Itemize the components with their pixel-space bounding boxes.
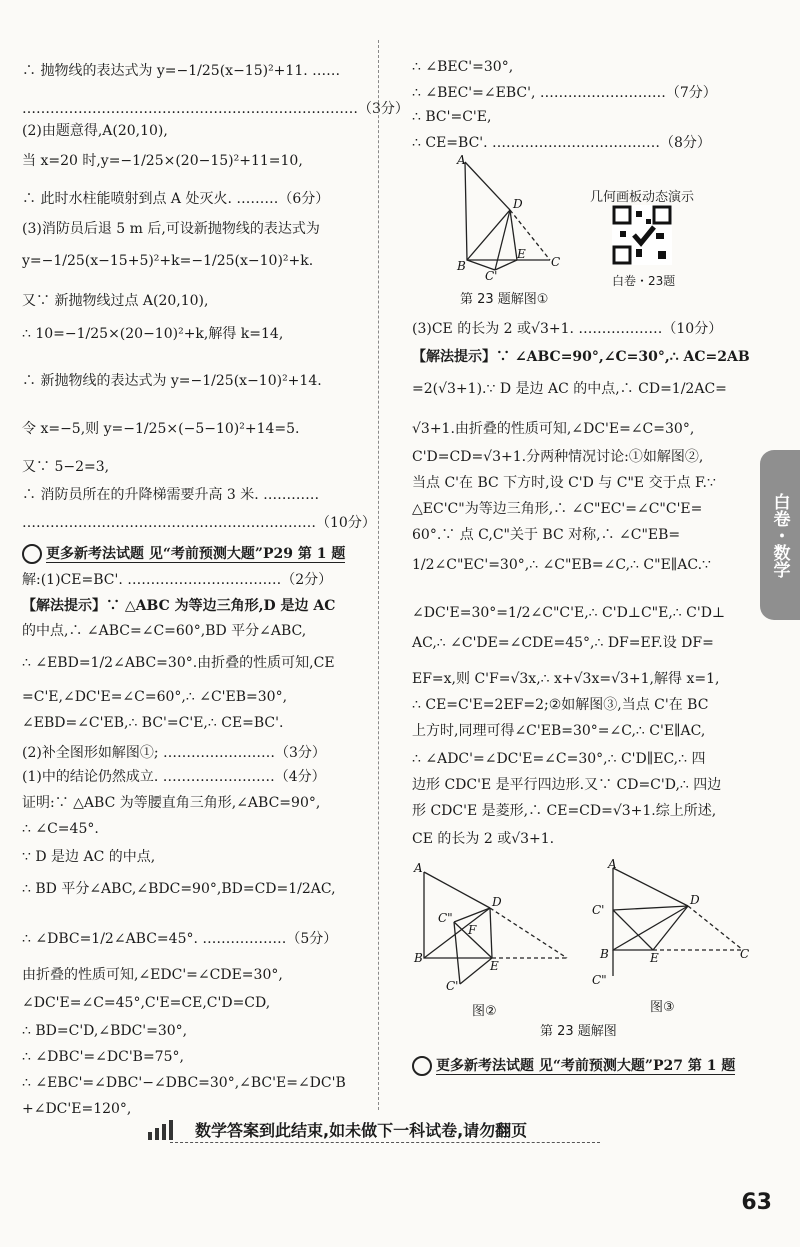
- right-line: 【解法提示】∵ ∠ABC=90°,∠C=30°,∴ AC=2AB: [412, 349, 750, 365]
- label-B: B: [457, 259, 466, 273]
- fig2-label-D: D: [492, 895, 502, 909]
- left-line: (2)由题意得,A(20,10),: [22, 123, 168, 139]
- fig2-label-F: F: [468, 923, 477, 937]
- label-C: C: [551, 255, 561, 269]
- right-line: =2(√3+1).∵ D 是边 AC 的中点,∴ CD=1/2AC=: [412, 381, 727, 397]
- label-D: D: [513, 197, 523, 211]
- column-divider: [378, 40, 379, 1110]
- fig3-label-B: B: [600, 947, 609, 961]
- fig3-label-C2: C": [592, 973, 607, 987]
- left-line: 由折叠的性质可知,∠EDC'=∠CDE=30°,: [22, 967, 283, 983]
- more-questions-bar-right: 更多新考法试题 见“考前预测大题”P27 第 1 题: [412, 1055, 735, 1076]
- right-line: 边形 CDC'E 是平行四边形.又∵ CD=C'D,∴ 四边: [412, 777, 722, 793]
- left-line: ………………………………………………………（10分）: [22, 515, 376, 531]
- left-line: ∠EBD=∠C'EB,∴ BC'=C'E,∴ CE=BC'.: [22, 715, 284, 731]
- right-line: (3)CE 的长为 2 或√3+1. ………………（10分）: [412, 321, 723, 337]
- figure-1: [455, 152, 590, 282]
- label-E: E: [517, 247, 526, 261]
- figure-2: [412, 862, 582, 992]
- left-line: ∴ ∠EBD=1/2∠ABC=30°.由折叠的性质可知,CE: [22, 655, 335, 671]
- fig3-label-E: E: [650, 951, 659, 965]
- left-line: 又∵ 5−2=3,: [22, 459, 110, 475]
- footer-message: 数学答案到此结束,如未做下一科试卷,请勿翻页: [195, 1121, 528, 1140]
- left-line: ………………………………………………………………（3分）: [22, 101, 409, 117]
- qr-title: 几何画板动态演示: [590, 190, 695, 205]
- left-line: ∴ BD=C'D,∠BDC'=30°,: [22, 1023, 188, 1039]
- left-line: ∴ ∠EBC'=∠DBC'−∠DBC=30°,∠BC'E=∠DC'B: [22, 1075, 346, 1091]
- right-line: 当点 C'在 BC 下方时,设 C'D 与 C"E 交于点 F.∵: [412, 475, 716, 491]
- footer-rule: [170, 1142, 600, 1143]
- right-line: ∴ CE=BC'. ………………………………（8分）: [412, 135, 711, 151]
- fig2-label-C1: C': [446, 979, 459, 992]
- right-line: ∴ BC'=C'E,: [412, 109, 492, 125]
- left-line: ∴ BD 平分∠ABC,∠BDC=90°,BD=CD=1/2AC,: [22, 881, 336, 897]
- figure-3: [588, 858, 758, 988]
- fig3-label-A: A: [608, 858, 617, 871]
- right-line: ∴ CE=C'E=2EF=2;②如解图③,当点 C'在 BC: [412, 697, 709, 713]
- right-line: CE 的长为 2 或√3+1.: [412, 831, 555, 847]
- left-line: 令 x=−5,则 y=−1/25×(−5−10)²+14=5.: [22, 421, 300, 437]
- figure-23-caption: 第 23 题解图: [540, 1024, 617, 1039]
- left-line: 当 x=20 时,y=−1/25×(20−15)²+11=10,: [22, 153, 303, 169]
- left-line: ∴ 抛物线的表达式为 y=−1/25(x−15)²+11. ……: [22, 63, 341, 79]
- fig2-label-A: A: [414, 862, 423, 875]
- left-line: ∴ ∠DBC=1/2∠ABC=45°. ………………（5分）: [22, 931, 338, 947]
- right-line: 60°.∵ 点 C,C"关于 BC 对称,∴ ∠C"EB=: [412, 527, 681, 543]
- right-line: 1/2∠C"EC'=30°,∴ ∠C"EB=∠C,∴ C"E∥AC.∵: [412, 557, 711, 573]
- fig3-label-C1: C': [592, 903, 605, 917]
- left-line: ∴ 消防员所在的升降梯需要升高 3 米. …………: [22, 487, 320, 503]
- more-questions-bar-left: 更多新考法试题 见“考前预测大题”P29 第 1 题: [22, 543, 345, 564]
- right-line: △EC'C"为等边三角形,∴ ∠C"EC'=∠C"C'E=: [412, 501, 703, 517]
- signal-bars-icon: [148, 1118, 188, 1140]
- fig3-label-C: C: [740, 947, 750, 961]
- figure-1-caption: 第 23 题解图①: [460, 292, 549, 307]
- right-line: √3+1.由折叠的性质可知,∠DC'E=∠C=30°,: [412, 421, 695, 437]
- left-line: ∵ D 是边 AC 的中点,: [22, 849, 156, 865]
- right-line: ∴ ∠ADC'=∠DC'E=∠C=30°,∴ C'D∥EC,∴ 四: [412, 751, 706, 767]
- label-C1: C': [485, 269, 498, 282]
- left-line: ∴ 10=−1/25×(20−10)²+k,解得 k=14,: [22, 326, 284, 342]
- fig2-label-C2: C": [438, 911, 453, 925]
- fig2-label-B: B: [414, 951, 423, 965]
- link-icon: [22, 544, 42, 564]
- qr-code-icon: [612, 205, 672, 265]
- right-line: 形 CDC'E 是菱形,∴ CE=CD=√3+1.综上所述,: [412, 803, 717, 819]
- left-line: (2)补全图形如解图①; ……………………（3分）: [22, 745, 326, 761]
- left-line: 解:(1)CE=BC'. ……………………………（2分）: [22, 572, 333, 588]
- right-line: AC,∴ ∠C'DE=∠CDE=45°,∴ DF=EF.设 DF=: [412, 635, 714, 651]
- left-line: ∴ 新抛物线的表达式为 y=−1/25(x−10)²+14.: [22, 373, 322, 389]
- right-line: ∴ ∠BEC'=∠EBC', ………………………（7分）: [412, 85, 717, 101]
- side-tab: 白卷・数学: [760, 450, 800, 620]
- right-line: ∴ ∠BEC'=30°,: [412, 59, 514, 75]
- right-line: C'D=CD=√3+1.分两种情况讨论:①如解图②,: [412, 449, 704, 465]
- figure-2-caption: 图②: [472, 1004, 497, 1019]
- left-line: 证明:∵ △ABC 为等腰直角三角形,∠ABC=90°,: [22, 795, 321, 811]
- left-line: ∴ ∠DBC'=∠DC'B=75°,: [22, 1049, 184, 1065]
- fig2-label-E: E: [490, 959, 499, 973]
- left-line: (3)消防员后退 5 m 后,可设新抛物线的表达式为: [22, 221, 320, 237]
- qr-label: 白卷・23题: [612, 274, 676, 288]
- right-line: EF=x,则 C'F=√3x,∴ x+√3x=√3+1,解得 x=1,: [412, 671, 720, 687]
- left-line: (1)中的结论仍然成立. ……………………（4分）: [22, 769, 326, 785]
- left-line: ∠DC'E=∠C=45°,C'E=CE,C'D=CD,: [22, 995, 271, 1011]
- left-line: =C'E,∠DC'E=∠C=60°,∴ ∠C'EB=30°,: [22, 689, 288, 705]
- link-icon: [412, 1056, 432, 1076]
- right-line: ∠DC'E=30°=1/2∠C"C'E,∴ C'D⊥C"E,∴ C'D⊥: [412, 605, 726, 621]
- left-line: +∠DC'E=120°,: [22, 1101, 132, 1117]
- figure-3-caption: 图③: [650, 1000, 675, 1015]
- page-number: 63: [741, 1190, 772, 1215]
- label-A: A: [457, 153, 466, 167]
- fig3-label-D: D: [690, 893, 700, 907]
- left-line: 又∵ 新抛物线过点 A(20,10),: [22, 293, 209, 309]
- left-line: y=−1/25(x−15+5)²+k=−1/25(x−10)²+k.: [22, 253, 314, 269]
- left-line: 【解法提示】∵ △ABC 为等边三角形,D 是边 AC: [22, 598, 336, 614]
- left-line: 的中点,∴ ∠ABC=∠C=60°,BD 平分∠ABC,: [22, 623, 307, 639]
- right-line: 上方时,同理可得∠C'EB=30°=∠C,∴ C'E∥AC,: [412, 723, 706, 739]
- left-line: ∴ 此时水柱能喷射到点 A 处灭火. ………（6分）: [22, 191, 330, 207]
- left-line: ∴ ∠C=45°.: [22, 821, 99, 837]
